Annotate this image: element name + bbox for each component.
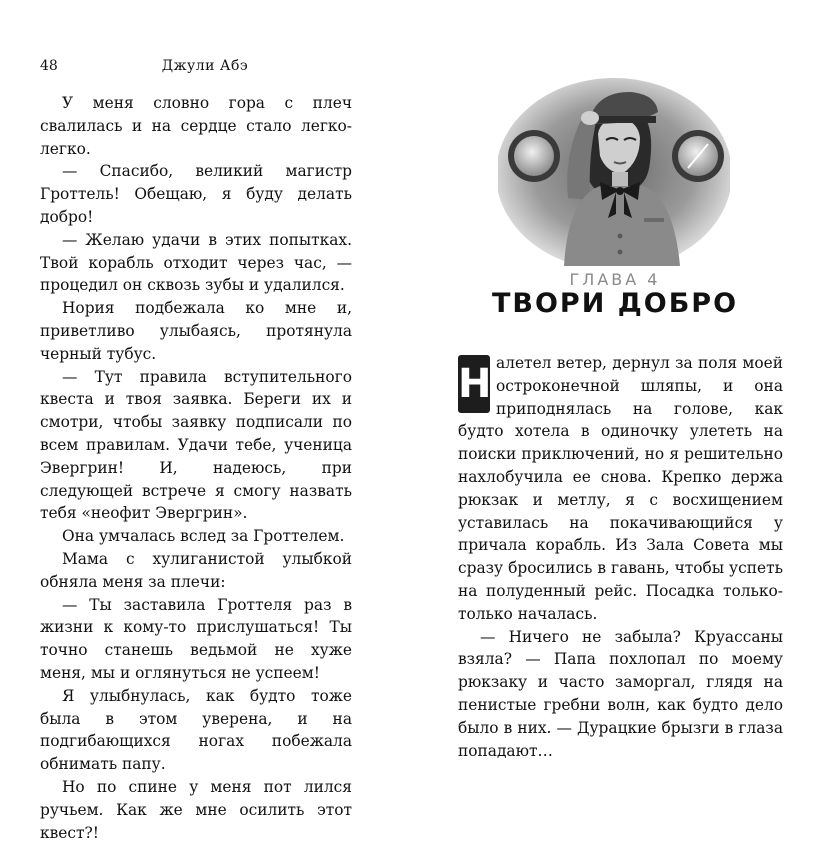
left-body-text	[40, 92, 352, 844]
paragraph: Нория подбежала ко мне и, приветливо улыбаясь, протянула черный тубус.	[40, 299, 352, 363]
paragraph: — Ничего не забыла? Круассаны взяла? — Папа похлопал по моему рюкзаку и часто заморгал, глядя на пенистые гребни волн, как будто дело было в них. — Дурацкие брызги в глаза попадают…	[458, 627, 783, 760]
paragraph: У меня словно гора с плеч свалилась и на сердце стало легко-легко.	[40, 94, 352, 158]
running-head	[40, 58, 370, 78]
first-paragraph-text: алетел ветер, дернул за поля моей остроконечной шляпы, и она приподнялась на голове, как будто хотела в одиночку улететь на поиски приключений, но я решительно нахлобучила ее снова. Крепко держа рюкзак и метлу, я с восхищением уставилась на покачивающийся у причала корабль. Из Зала Совета мы сразу бросились в гавань, чтобы успеть на полуденный рейс. Посадка только-только началась.	[458, 354, 783, 623]
chapter-title: ТВОРИ ДОБРО	[491, 288, 739, 319]
chapter-illustration	[498, 78, 730, 266]
right-page	[410, 0, 820, 760]
paragraph: Но по спине у меня пот лился ручьем. Как же мне осилить этот квест?!	[40, 777, 352, 842]
first-paragraph	[458, 352, 783, 626]
paragraph: Я улыбнулась, как будто тоже была в этом уверена, и на подгибающихся ногах побежала обнимать папу.	[40, 686, 352, 774]
paragraph: Мама с хулиганистой улыбкой обняла меня за плечи:	[40, 549, 352, 591]
page-number: 48	[40, 58, 58, 74]
drop-cap: Н	[458, 355, 490, 413]
paragraph: Она умчалась вслед за Гроттелем.	[62, 527, 345, 546]
paragraph: — Ты заставила Гроттеля раз в жизни к кому-то прислушаться! Ты точно станешь ведьмой не хуже меня, мы и оглянуться не успеем!	[40, 595, 352, 682]
paragraph: — Желаю удачи в этих попытках. Твой корабль отходит через час, — процедил он сквозь зубы и удалился.	[40, 230, 352, 295]
running-title: Джули Абэ	[161, 58, 249, 74]
left-page	[0, 0, 410, 842]
paragraph: — Тут правила вступительного квеста и твоя заявка. Береги их и смотри, чтобы заявку подписали по всем правилам. Удачи тебе, ученица Эвергрин! И, надеюсь, при следующей встрече я смогу назвать тебя «неофит Эвергрин».	[40, 367, 352, 523]
paragraph: — Спасибо, великий магистр Гроттель! Обещаю, я буду делать добро!	[40, 162, 352, 226]
chapter-body-text	[458, 352, 783, 762]
chapter-label: ГЛАВА 4	[569, 270, 661, 289]
